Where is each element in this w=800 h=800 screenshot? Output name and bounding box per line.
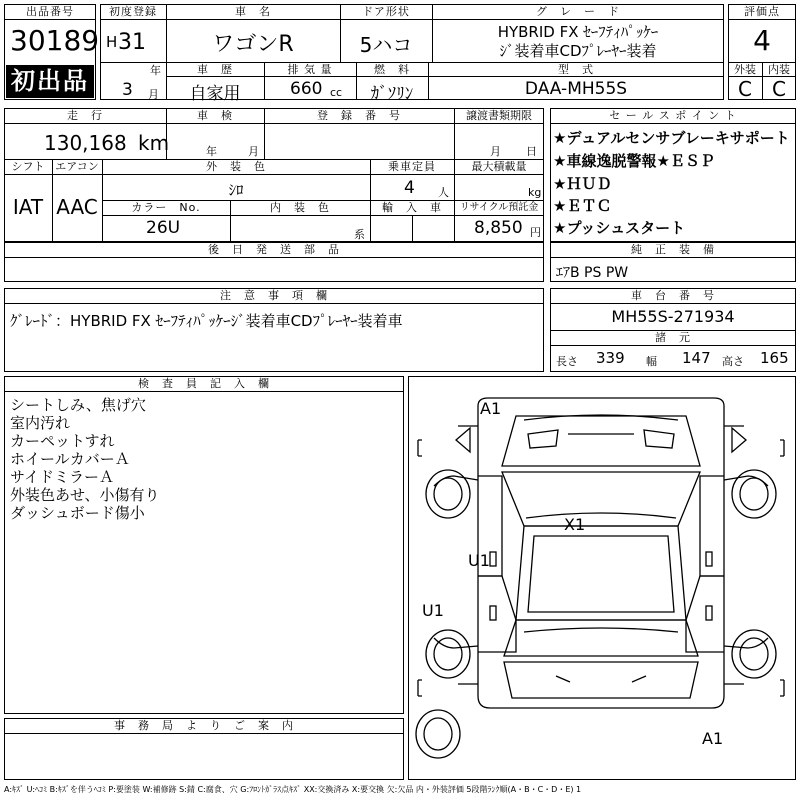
history-label: 車 歴 — [197, 63, 233, 76]
length: 339 — [596, 349, 625, 367]
car-diagram — [408, 376, 796, 780]
notes: ｸﾞﾚｰﾄﾞ：HYBRID FX ｾｰﾌﾃｨﾊﾟｯｹｰｼﾞ装着車CDﾌﾟﾚｰﾔｰ装着車 — [10, 312, 403, 330]
month-unit: 月 — [148, 88, 159, 101]
grade-line-2: ｼﾞ装着車CDﾌﾟﾚｰﾔｰ装着 — [499, 42, 657, 60]
mileage-label: 走 行 — [67, 109, 103, 122]
displacement-unit: cc — [330, 86, 343, 99]
transfer-day-unit: 日 — [526, 145, 537, 158]
height: 165 — [760, 349, 789, 367]
first-listing-badge: 初出品 — [6, 65, 94, 98]
mark-fender-u1: U1 — [422, 601, 444, 620]
reg-year: 31 — [118, 30, 146, 55]
inspector-comment-5: サイドミラーＡ — [10, 468, 114, 486]
inspection-month-unit: 月 — [248, 145, 259, 158]
grade-line-1: HYBRID FX ｾｰﾌﾃｨﾊﾟｯｹｰ — [497, 23, 659, 41]
later-parts-label: 後 日 発 送 部 品 — [208, 243, 340, 256]
door-label: ドア形状 — [362, 5, 410, 18]
car-name-label: 車 名 — [235, 5, 271, 18]
car-name: ワゴンR — [212, 32, 294, 57]
equipment: ｴｱB PS PW — [556, 265, 629, 281]
model-label: 型 式 — [558, 63, 594, 76]
dims-label: 諸 元 — [655, 331, 691, 344]
length-label: 長さ — [556, 355, 578, 368]
inspector-comment-4: ホイールカバーＡ — [10, 450, 130, 468]
equipment-label: 純 正 装 備 — [631, 243, 715, 256]
sales-point-2: ★車線逸脱警報★ＥＳＰ — [553, 152, 715, 170]
first-reg-label: 初度登録 — [109, 5, 157, 18]
grade-label: グ レ ー ド — [536, 5, 620, 18]
inspector-comment-7: ダッシュボード傷小 — [10, 504, 145, 522]
inspection-label: 車 検 — [197, 109, 233, 122]
width-label: 幅 — [646, 355, 657, 368]
load-label: 最大積載量 — [471, 160, 527, 173]
sales-point-5: ★プッシュスタート — [553, 219, 686, 237]
shift-label: シフト — [11, 160, 45, 173]
ac-label: エアコン — [55, 160, 99, 173]
recycle-label: リサイクル預託金 — [459, 202, 539, 213]
plate-label: 登 録 番 号 — [317, 109, 401, 122]
chassis-label: 車 台 番 号 — [631, 289, 715, 302]
color-label: 外 装 色 — [206, 160, 266, 173]
exterior-score: C — [738, 77, 752, 101]
office-label: 事 務 局 よ り ご 案 内 — [114, 719, 294, 732]
interior-label: 内装 — [768, 63, 790, 76]
notes-label: 注 意 事 項 欄 — [220, 289, 328, 302]
sales-point-4: ★ＥＴＣ — [553, 197, 612, 215]
inspector-comment-1: シートしみ、焦げ穴 — [10, 396, 146, 414]
color-no-label: カラー No. — [131, 201, 201, 214]
lot-label: 出品番号 — [26, 5, 74, 18]
score: 4 — [753, 24, 771, 57]
reg-month: 3 — [122, 80, 133, 100]
capacity-label: 乗車定員 — [388, 160, 436, 173]
recycle-fee: 8,850 — [474, 218, 523, 238]
sales-points-label: セ ー ル ス ポ イ ン ト — [609, 109, 737, 122]
width: 147 — [682, 349, 711, 367]
load-unit: kg — [528, 186, 542, 199]
inspector-comment-6: 外装色あせ、小傷有り — [10, 486, 160, 504]
history: 自家用 — [189, 84, 241, 104]
interior-color-unit: 系 — [354, 228, 365, 241]
displacement-label: 排 気 量 — [287, 63, 333, 76]
inspector-comment-3: カーペットすれ — [10, 432, 115, 450]
interior-score: C — [772, 77, 786, 101]
mark-rear-a1: A1 — [702, 729, 724, 748]
mileage-unit: km — [138, 131, 170, 155]
mark-windshield-x1: X1 — [564, 515, 586, 534]
score-label: 評価点 — [744, 5, 780, 18]
year-unit: 年 — [150, 64, 161, 77]
capacity-unit: 人 — [438, 186, 449, 199]
interior-color-label: 内 装 色 — [270, 201, 330, 214]
spec-box — [4, 108, 544, 242]
shift: IAT — [12, 195, 44, 219]
inspector-label: 検 査 員 記 入 欄 — [138, 377, 270, 390]
mark-hood-a1: A1 — [480, 399, 502, 418]
era: H — [106, 33, 118, 51]
height-label: 高さ — [722, 355, 744, 368]
legend-footer: A:ｷｽﾞ U:ﾍｺﾐ B:ｷｽﾞを伴うﾍｺﾐ P:要塗装 W:補修跡 S:錆 C:腐食、穴 G:ﾌﾛﾝﾄｶﾞﾗｽ点ｷｽﾞ XX:交換済み X:要交換 欠:欠品 内・外装評価 5段階ﾗﾝｸ順(A・B・C・D・E) 1 — [4, 785, 582, 794]
lot-number: 30189 — [10, 24, 100, 57]
transfer-month-unit: 月 — [490, 145, 501, 158]
recycle-unit: 円 — [530, 226, 541, 239]
capacity: 4 — [404, 178, 415, 198]
inspection-year-unit: 年 — [206, 145, 217, 158]
sales-point-1: ★デュアルセンサブレーキサポート — [553, 129, 790, 147]
fuel: ｶﾞｿﾘﾝ — [370, 84, 414, 104]
fuel-label: 燃 料 — [374, 63, 410, 76]
import-label: 輸 入 車 — [382, 201, 442, 214]
color-no: 26U — [146, 218, 181, 238]
ac: AAC — [56, 195, 98, 219]
mark-door-u1: U1 — [468, 551, 490, 570]
mileage: 130,168 — [44, 131, 127, 155]
model-code: DAA-MH55S — [524, 79, 628, 99]
transfer-label: 譲渡書類期限 — [466, 109, 532, 122]
exterior-label: 外装 — [734, 63, 756, 76]
displacement: 660 — [290, 79, 323, 99]
inspector-comment-2: 室内汚れ — [10, 414, 71, 432]
door-type: 5ハコ — [359, 33, 413, 57]
sales-point-3: ★ＨＵＤ — [553, 175, 612, 193]
color: ｼﾛ — [228, 181, 244, 199]
chassis-number: MH55S-271934 — [611, 307, 735, 326]
